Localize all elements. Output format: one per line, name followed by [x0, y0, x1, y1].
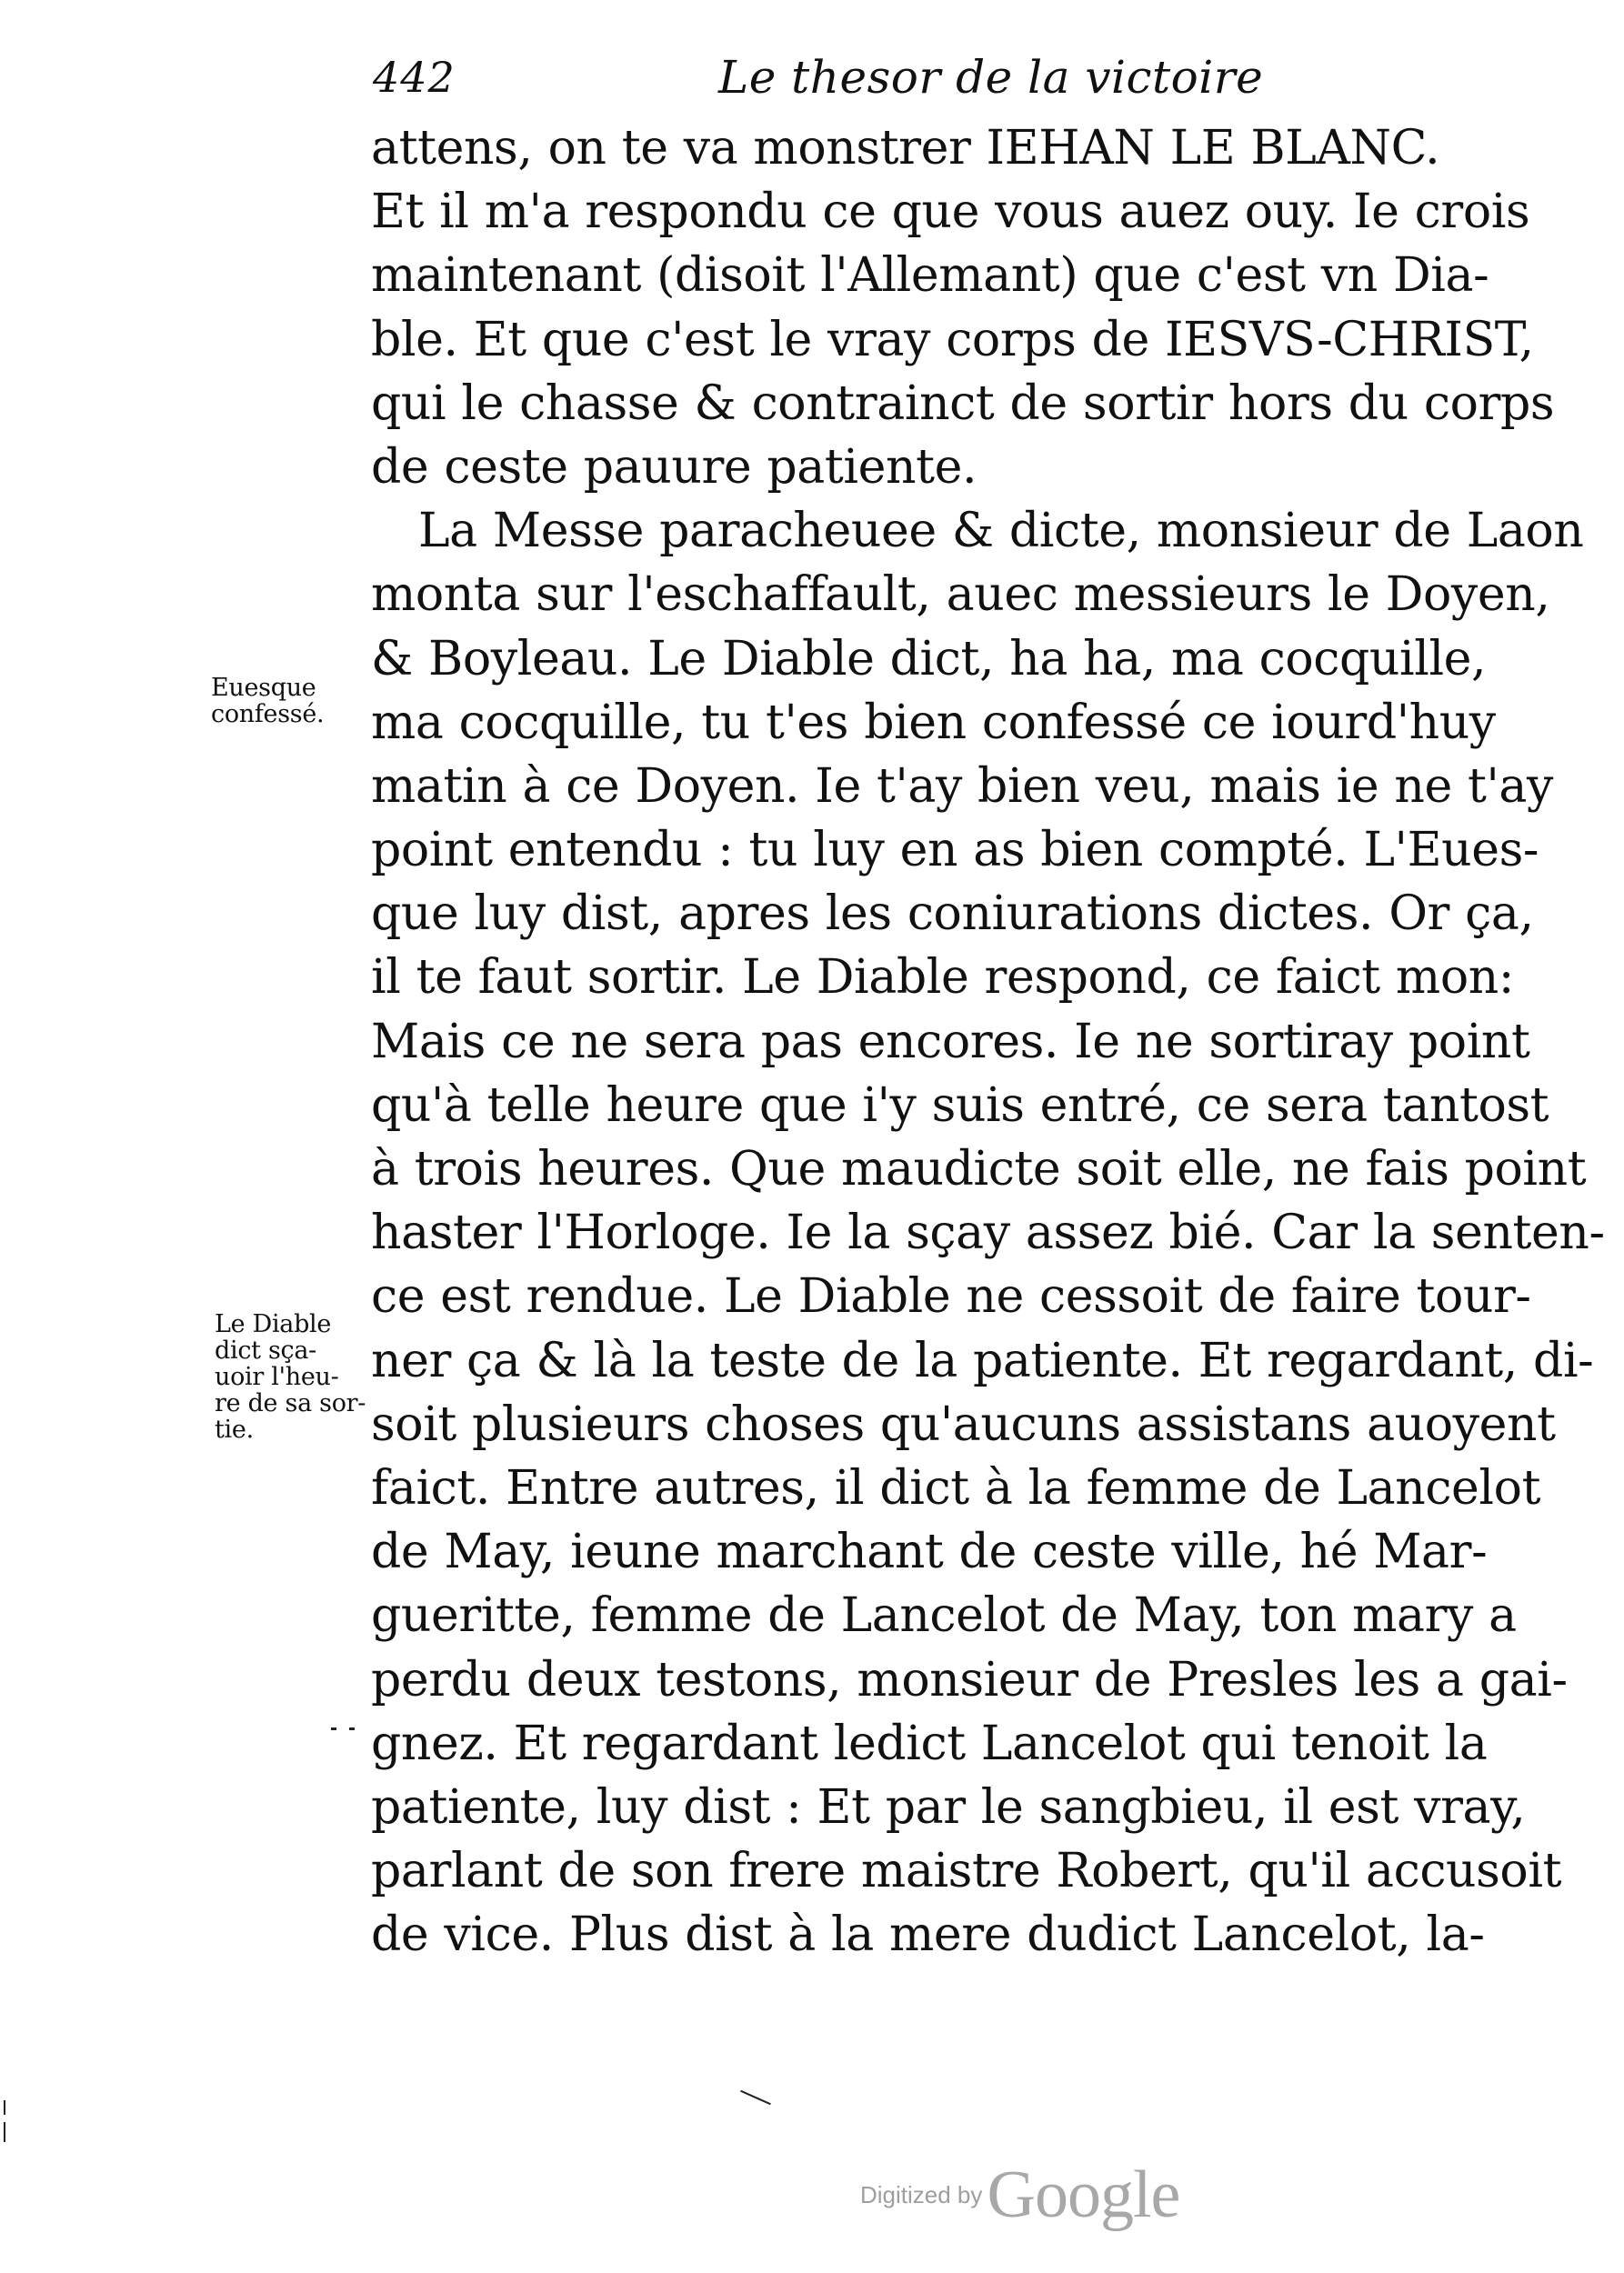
text-line: de May, ieune marchant de ceste ville, hé Mar- — [371, 1525, 1488, 1580]
ink-mark — [740, 2090, 771, 2105]
ink-mark — [331, 1727, 336, 1730]
margin-note-euesque — [211, 675, 324, 727]
ink-mark — [4, 2100, 5, 2115]
text-line: point entendu : tu luy en as bien compté. L'Eues- — [371, 823, 1539, 878]
text-line: parlant de son frere maistre Robert, qu'il accusoit — [371, 1844, 1562, 1899]
page-number: 442 — [373, 53, 456, 102]
margin-note-line: dict sça- — [215, 1337, 316, 1365]
text-line: à trois heures. Que maudicte soit elle, ne fais point — [371, 1142, 1587, 1197]
text-line: qui le chasse & contrainct de sortir hors du corps — [371, 375, 1555, 431]
watermark-prefix: Digitized by — [860, 2181, 983, 2208]
margin-note-line: confessé. — [211, 700, 325, 728]
running-title: Le thesor de la victoire — [718, 51, 1264, 104]
google-logo: Google — [987, 2158, 1180, 2232]
margin-note-line: tie. — [215, 1416, 254, 1444]
text-line: haster l'Horloge. Ie la sçay assez bié. Car la senten- — [371, 1206, 1605, 1261]
text-line: monta sur l'eschaffault, auec messieurs le Doyen, — [371, 567, 1550, 623]
text-line: ner ça & là la teste de la patiente. Et regardant, di- — [371, 1333, 1594, 1388]
text-line: de vice. Plus dist à la mere dudict Lancelot, la- — [371, 1908, 1485, 1963]
text-line: qu'à telle heure que i'y suis entré, ce sera tantost — [371, 1077, 1549, 1133]
text-line: soit plusieurs choses qu'aucuns assistans auoyent — [371, 1397, 1556, 1452]
digitized-watermark — [860, 2157, 1179, 2234]
body-text — [371, 116, 1605, 1967]
ink-mark — [349, 1727, 355, 1730]
text-line: faict. Entre autres, il dict à la femme de Lancelot — [371, 1460, 1541, 1516]
margin-note-line: Euesque — [211, 674, 316, 702]
margin-note-line: re de sa sor- — [215, 1389, 366, 1417]
ink-mark — [4, 2122, 5, 2142]
text-line: ble. Et que c'est le vray corps de IESVS-CHRIST, — [371, 312, 1534, 367]
text-line: & Boyleau. Le Diable dict, ha ha, ma cocquille, — [371, 631, 1487, 686]
text-line: il te faut sortir. Le Diable respond, ce faict mon: — [371, 950, 1514, 1006]
text-line: que luy dist, apres les coniurations dictes. Or ça, — [371, 886, 1534, 942]
text-line: Mais ce ne sera pas encores. Ie ne sortiray point — [371, 1014, 1530, 1069]
text-line: de ceste pauure patiente. — [371, 439, 977, 495]
text-line: perdu deux testons, monsieur de Presles les a gai- — [371, 1652, 1568, 1707]
margin-note-line: Le Diable — [215, 1310, 332, 1338]
margin-note-diable — [215, 1311, 366, 1443]
text-line: maintenant (disoit l'Allemant) que c'est vn Dia- — [371, 248, 1489, 304]
text-line: ce est rendue. Le Diable ne cessoit de faire tour- — [371, 1269, 1531, 1325]
text-line: ma cocquille, tu t'es bien confessé ce iourd'huy — [371, 695, 1496, 750]
margin-note-line: uoir l'heu- — [215, 1363, 339, 1391]
text-line: gueritte, femme de Lancelot de May, ton mary a — [371, 1588, 1517, 1644]
text-line: attens, on te va monstrer IEHAN LE BLANC. — [371, 121, 1440, 175]
text-line: Et il m'a respondu ce que vous auez ouy. Ie crois — [371, 185, 1530, 240]
paragraph-start-line: La Messe paracheuee & dicte, monsieur de Laon — [418, 504, 1584, 559]
page-header — [373, 51, 1264, 116]
text-line: gnez. Et regardant ledict Lancelot qui tenoit la — [371, 1716, 1488, 1771]
text-line: matin à ce Doyen. Ie t'ay bien veu, mais ie ne t'ay — [371, 758, 1553, 814]
text-line: patiente, luy dist : Et par le sangbieu, il est vray, — [371, 1779, 1526, 1835]
